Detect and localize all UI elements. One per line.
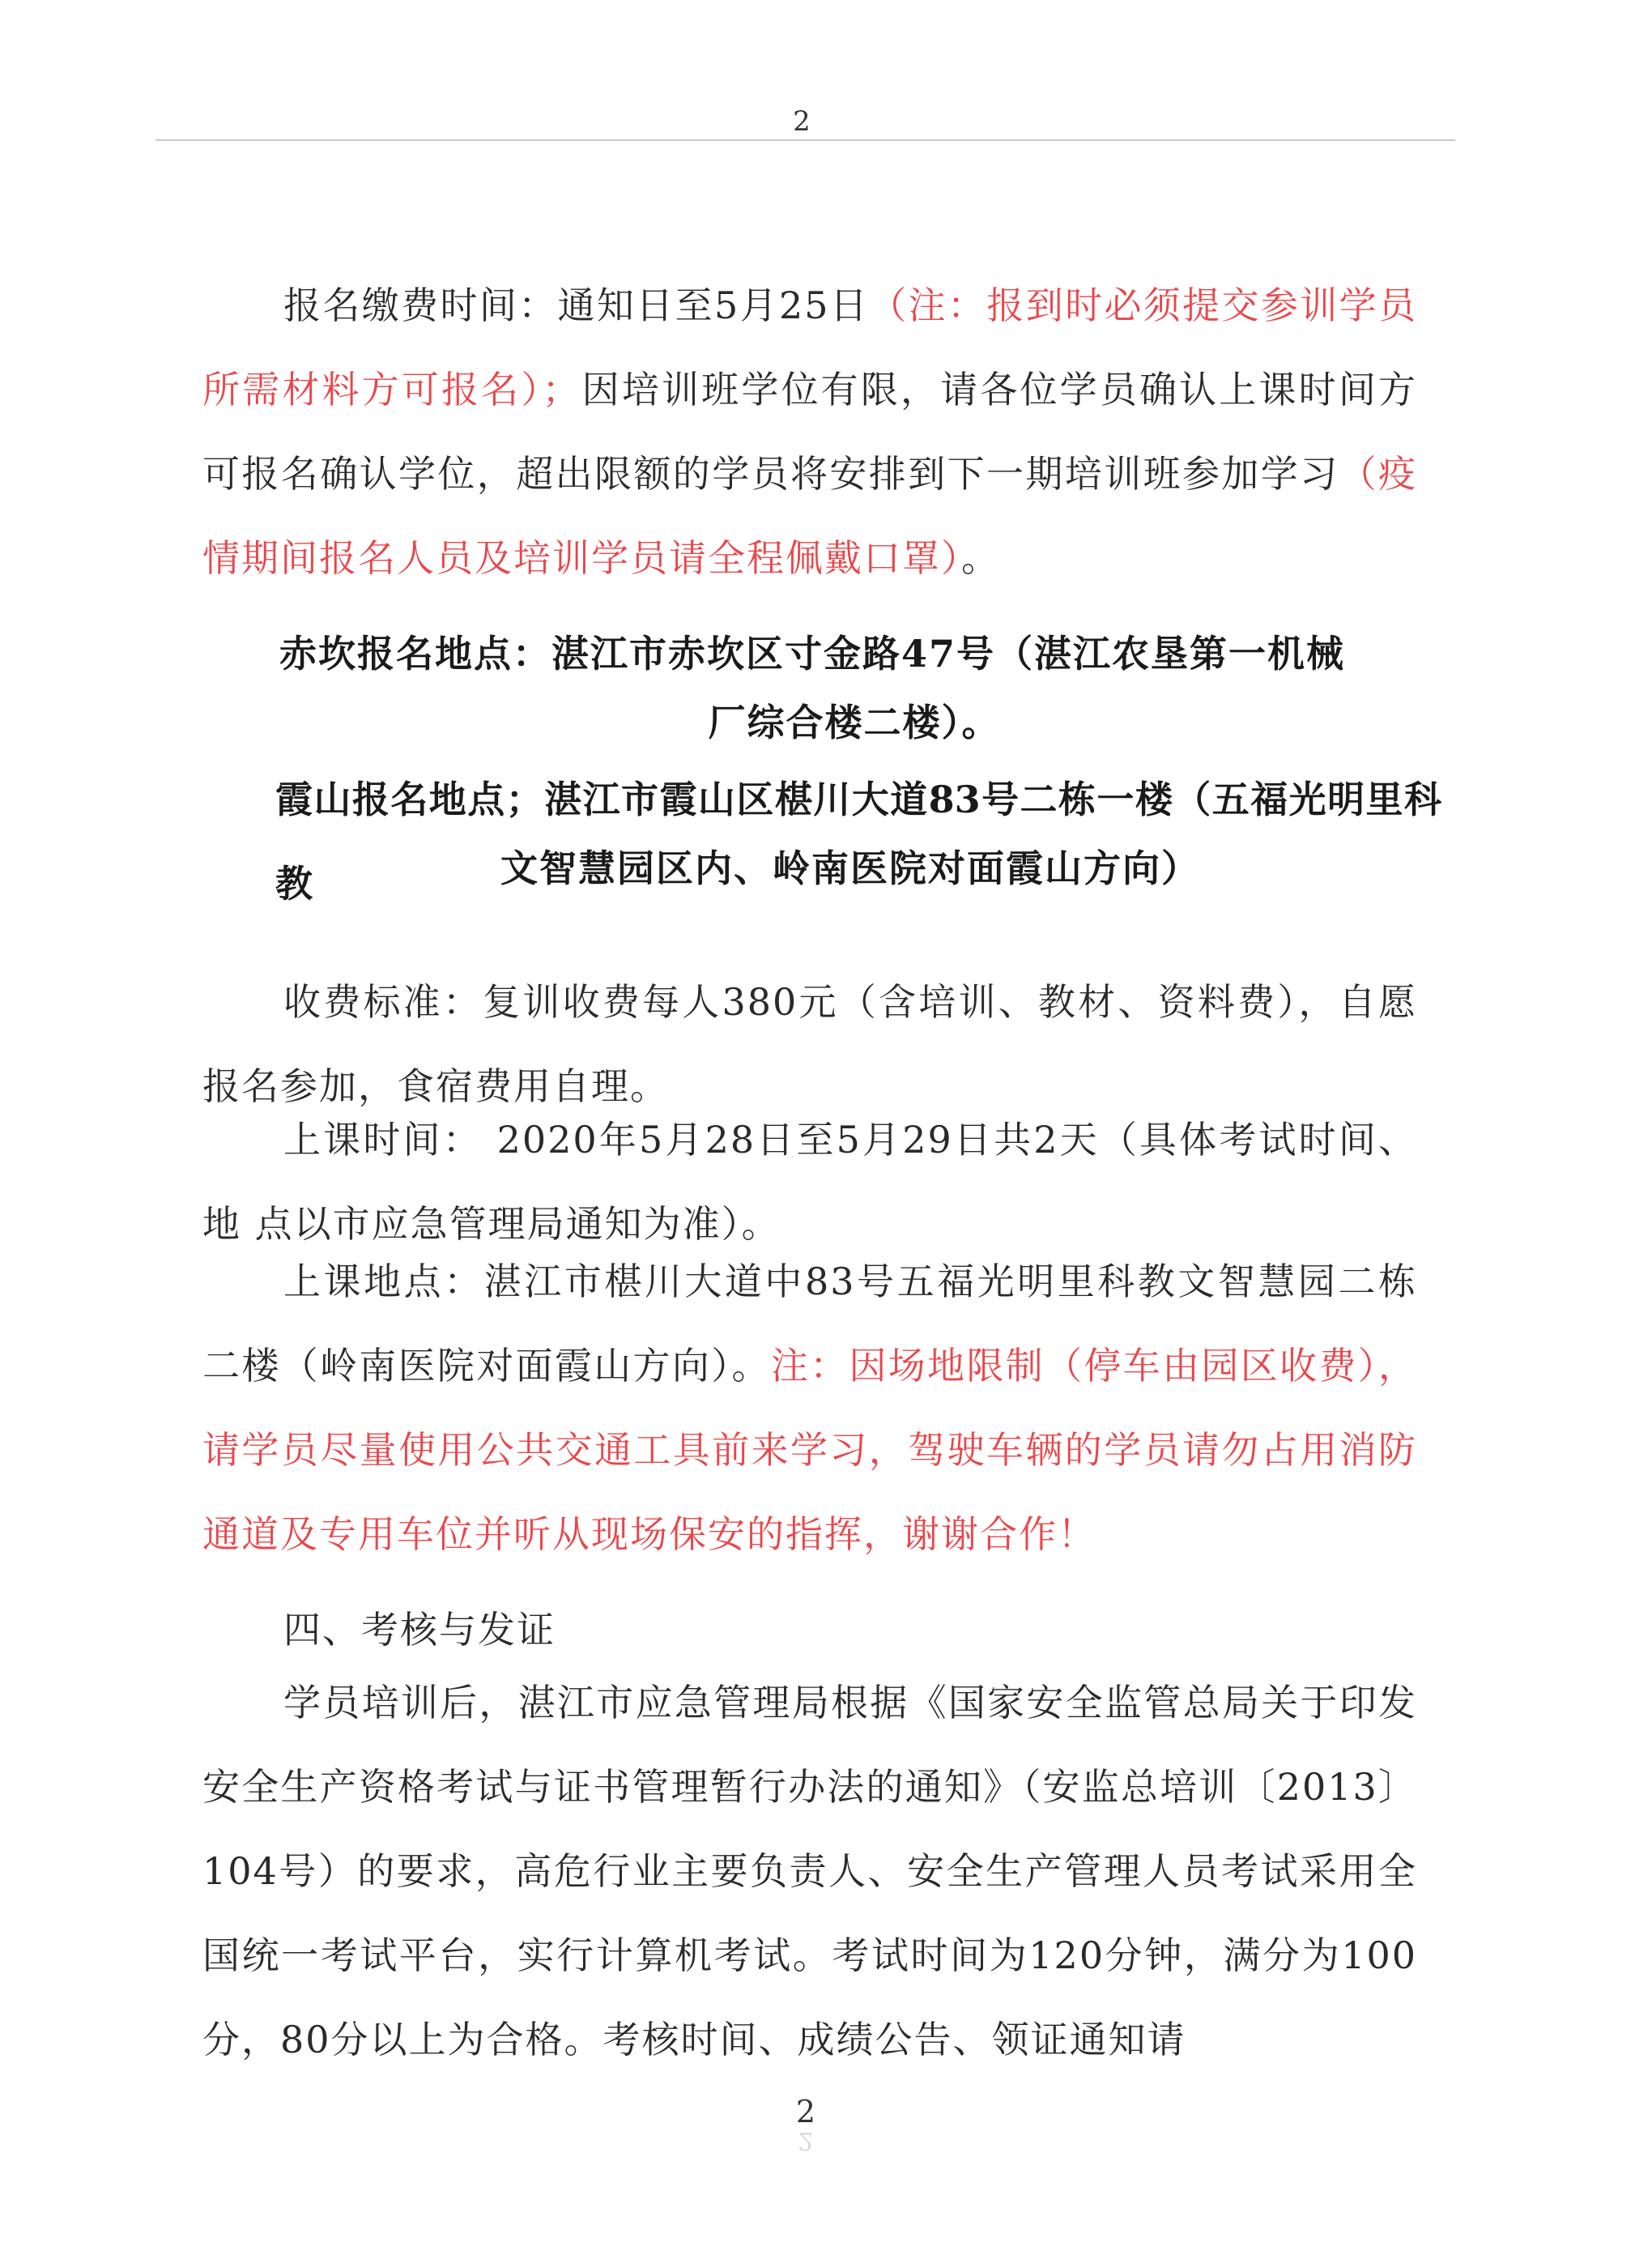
chikan-location-line2: 厂综合楼二楼）。: [708, 701, 1001, 744]
section4-title: 四、考核与发证: [283, 1608, 556, 1652]
registration-time-text: 报名缴费时间：通知日至5月25日: [283, 284, 870, 327]
section4-body: 学员培训后，湛江市应急管理局根据《国家安全监管总局关于印发安全生产资格考试与证书管理暂行办法的通知》（安监总培训〔2013〕104号）的要求，高危行业主要负责人、安全生产管理人员考试采用全国统一考试平台，实行计算机考试。考试时间为120分钟，满分为100分，80分以上为合格。考核时间、成绩公告、领证通知请: [202, 1681, 1417, 2061]
fee-paragraph: 收费标准：复训收费每人380元（含培训、教材、资料费），自愿报名参加，食宿费用自理。: [202, 980, 1417, 1108]
footer-bleedthrough-number: 2: [798, 2126, 814, 2155]
xiashan-location-line1: 霞山报名地点；湛江市霞山区椹川大道83号二栋一楼（五福光明里科教: [275, 778, 1441, 906]
class-time-paragraph: 上课时间： 2020年5月28日至5月29日共2天（具体考试时间、地 点以市应急管理局通知为准）。: [202, 1118, 1417, 1246]
chikan-location-line1: 赤坎报名地点：湛江市赤坎区寸金路47号（湛江农垦第一机械: [279, 632, 1346, 676]
header-page-number: 2: [793, 105, 811, 138]
xiashan-location-line2: 文智慧园区内、岭南医院对面霞山方向）: [500, 846, 1200, 890]
registration-paragraph: [202, 263, 1417, 600]
class-place-paragraph: [202, 1239, 1417, 1576]
parking-note-red: 注：因场地限制（停车由园区收费），请学员尽量使用公共交通工具前来学习，驾驶车辆的学员请勿占用消防通道及专用车位并听从现场保安的指挥，谢谢合作！: [202, 1344, 1418, 1556]
epidemic-note-red: （疫情期间报名人员及培训学员请全程佩戴口罩）: [202, 452, 1418, 580]
registration-capacity-text: 因培训班学位有限，请各位学员确认上课时间方可报名确认学位，超出限额的学员将安排到下一期培训班参加学习: [202, 368, 1418, 496]
registration-note-red: （注：报到时必须提交参训学员所需材料方可报名）；: [202, 284, 1417, 411]
registration-end-punct: 。: [961, 536, 1000, 580]
class-place-text: 上课地点：湛江市椹川大道中83号五福光明里科教文智慧园二栋 二楼（岭南医院对面霞山方向）。: [202, 1260, 1417, 1388]
header-divider: [155, 139, 1455, 141]
footer-page-number: 2: [795, 2094, 816, 2129]
